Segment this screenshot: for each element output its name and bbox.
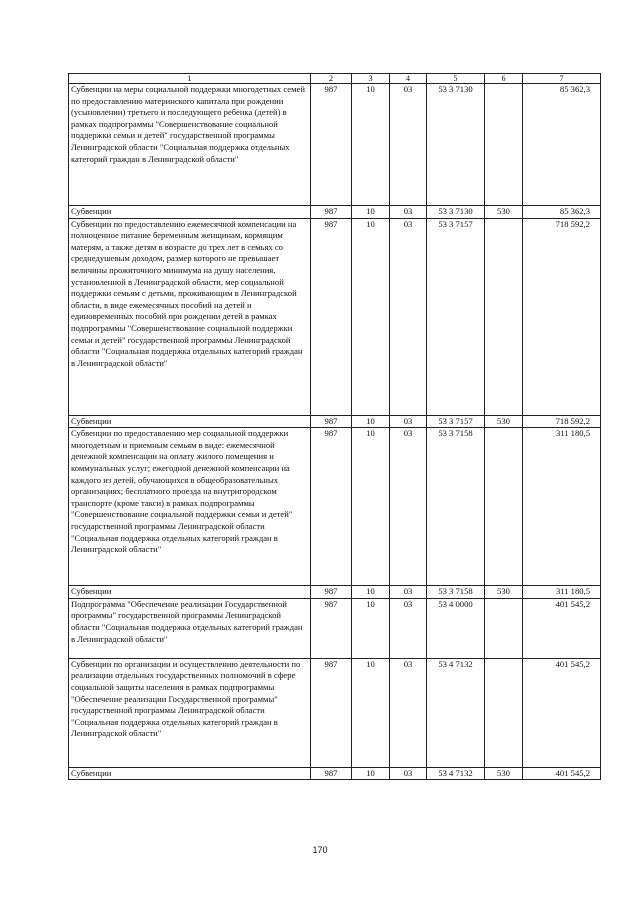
cell-amount: 85 362,3	[523, 84, 601, 206]
row-description: Субвенции	[69, 415, 311, 428]
cell-col4: 03	[390, 84, 427, 206]
cell-col4: 03	[390, 206, 427, 219]
cell-col4: 03	[390, 428, 427, 586]
table-row	[69, 428, 601, 586]
header-cell: 2	[311, 74, 352, 84]
cell-col5: 53 3 7130	[427, 206, 485, 219]
cell-amount: 401 545,2	[523, 598, 601, 658]
row-description: Субвенции по организации и осуществлению деятельности по реализации отдельных государственных полномочий в сфере социальной защиты населения в рамках подпрограммы "Обеспечение реализации Государственной программы" государственной программы Ленинградской области "Социальная поддержка отдельных категорий граждан в Ленинградской области"	[69, 658, 311, 767]
cell-col3: 10	[352, 586, 390, 599]
header-cell: 4	[390, 74, 427, 84]
cell-col2: 987	[311, 586, 352, 599]
cell-col4: 03	[390, 767, 427, 780]
row-description: Субвенции на меры социальной поддержки многодетных семей по предоставлению материнского капитала при рождении (усыновлении) третьего и последующего ребенка (детей) в рамках подпрограммы "Совершенствование социальной поддержки семьи и детей" государственной программы Ленинградской области "Социальная поддержка отдельных категорий граждан в Ленинградской области"	[69, 84, 311, 206]
cell-amount: 85 362,3	[523, 206, 601, 219]
table-row	[69, 206, 601, 219]
table-header-row	[69, 74, 601, 84]
cell-col5: 53 4 7132	[427, 658, 485, 767]
row-description: Субвенции по предоставлению мер социальной поддержки многодетным и приемным семьям в виде: ежемесячной денежной компенсации на оплату жилого помещения и коммунальных услуг; ежегодной денежной компенсации на каждого из детей, обучающихся в общеобразовательных организациях; бесплатного проезда на внутригородском транспорте (кроме такси) в рамках подпрограммы "Совершенствование социальной поддержки семьи и детей" государственной программы Ленинградской области "Социальная поддержка отдельных категорий граждан в Ленинградской области"	[69, 428, 311, 586]
cell-col6	[485, 658, 523, 767]
cell-col4: 03	[390, 415, 427, 428]
cell-col3: 10	[352, 767, 390, 780]
table-row	[69, 767, 601, 780]
cell-col4: 03	[390, 218, 427, 415]
cell-col6: 530	[485, 767, 523, 780]
cell-amount: 311 180,5	[523, 586, 601, 599]
cell-col4: 03	[390, 598, 427, 658]
table-row	[69, 586, 601, 599]
cell-amount: 401 545,2	[523, 658, 601, 767]
row-description: Субвенции	[69, 206, 311, 219]
header-cell: 3	[352, 74, 390, 84]
cell-col5: 53 4 0000	[427, 598, 485, 658]
row-description: Подпрограмма "Обеспечение реализации Государственной программы" государственной программы Ленинградской области "Социальная поддержка отдельных категорий граждан в Ленинградской области"	[69, 598, 311, 658]
cell-col2: 987	[311, 767, 352, 780]
table-row	[69, 84, 601, 206]
cell-col3: 10	[352, 206, 390, 219]
cell-col5: 53 4 7132	[427, 767, 485, 780]
cell-col6	[485, 84, 523, 206]
table-row	[69, 415, 601, 428]
cell-col5: 53 3 7130	[427, 84, 485, 206]
cell-col3: 10	[352, 218, 390, 415]
header-cell: 7	[523, 74, 601, 84]
cell-col3: 10	[352, 598, 390, 658]
cell-amount: 718 592,2	[523, 218, 601, 415]
cell-col5: 53 3 7158	[427, 428, 485, 586]
header-cell: 6	[485, 74, 523, 84]
cell-col5: 53 3 7158	[427, 586, 485, 599]
cell-col6: 530	[485, 586, 523, 599]
table-row	[69, 218, 601, 415]
cell-col6	[485, 598, 523, 658]
header-cell: 1	[69, 74, 311, 84]
cell-col3: 10	[352, 84, 390, 206]
cell-amount: 311 180,5	[523, 428, 601, 586]
header-cell: 5	[427, 74, 485, 84]
cell-col3: 10	[352, 658, 390, 767]
cell-col4: 03	[390, 658, 427, 767]
cell-col2: 987	[311, 658, 352, 767]
row-description: Субвенции	[69, 586, 311, 599]
cell-col4: 03	[390, 586, 427, 599]
cell-amount: 718 592,2	[523, 415, 601, 428]
cell-col2: 987	[311, 84, 352, 206]
cell-col5: 53 3 7157	[427, 218, 485, 415]
cell-col6: 530	[485, 415, 523, 428]
page-number: 170	[312, 845, 328, 855]
table-row	[69, 658, 601, 767]
budget-table	[68, 73, 601, 780]
cell-col3: 10	[352, 415, 390, 428]
table-row	[69, 598, 601, 658]
cell-col2: 987	[311, 598, 352, 658]
cell-amount: 401 545,2	[523, 767, 601, 780]
cell-col6	[485, 218, 523, 415]
cell-col2: 987	[311, 206, 352, 219]
row-description: Субвенции по предоставлению ежемесячной компенсации на полноценное питание беременным женщинам, кормящим матерям, а также детям в возрасте до трех лет в семьях со среднедушевым доходом, размер которого не превышает величины прожиточного минимума на душу населения, установленной в Ленинградской области, мер социальной поддержки семьям с детьми, проживающим в Ленинградской области, в виде ежемесячных пособий на детей и единовременных пособий при рождении детей в рамках подпрограммы "Совершенствование социальной поддержки семьи и детей" государственной программы Ленинградской области "Социальная поддержка отдельных категорий граждан в Ленинградской области"	[69, 218, 311, 415]
cell-col5: 53 3 7157	[427, 415, 485, 428]
cell-col2: 987	[311, 415, 352, 428]
row-description: Субвенции	[69, 767, 311, 780]
cell-col3: 10	[352, 428, 390, 586]
cell-col2: 987	[311, 428, 352, 586]
cell-col6	[485, 428, 523, 586]
cell-col2: 987	[311, 218, 352, 415]
cell-col6: 530	[485, 206, 523, 219]
